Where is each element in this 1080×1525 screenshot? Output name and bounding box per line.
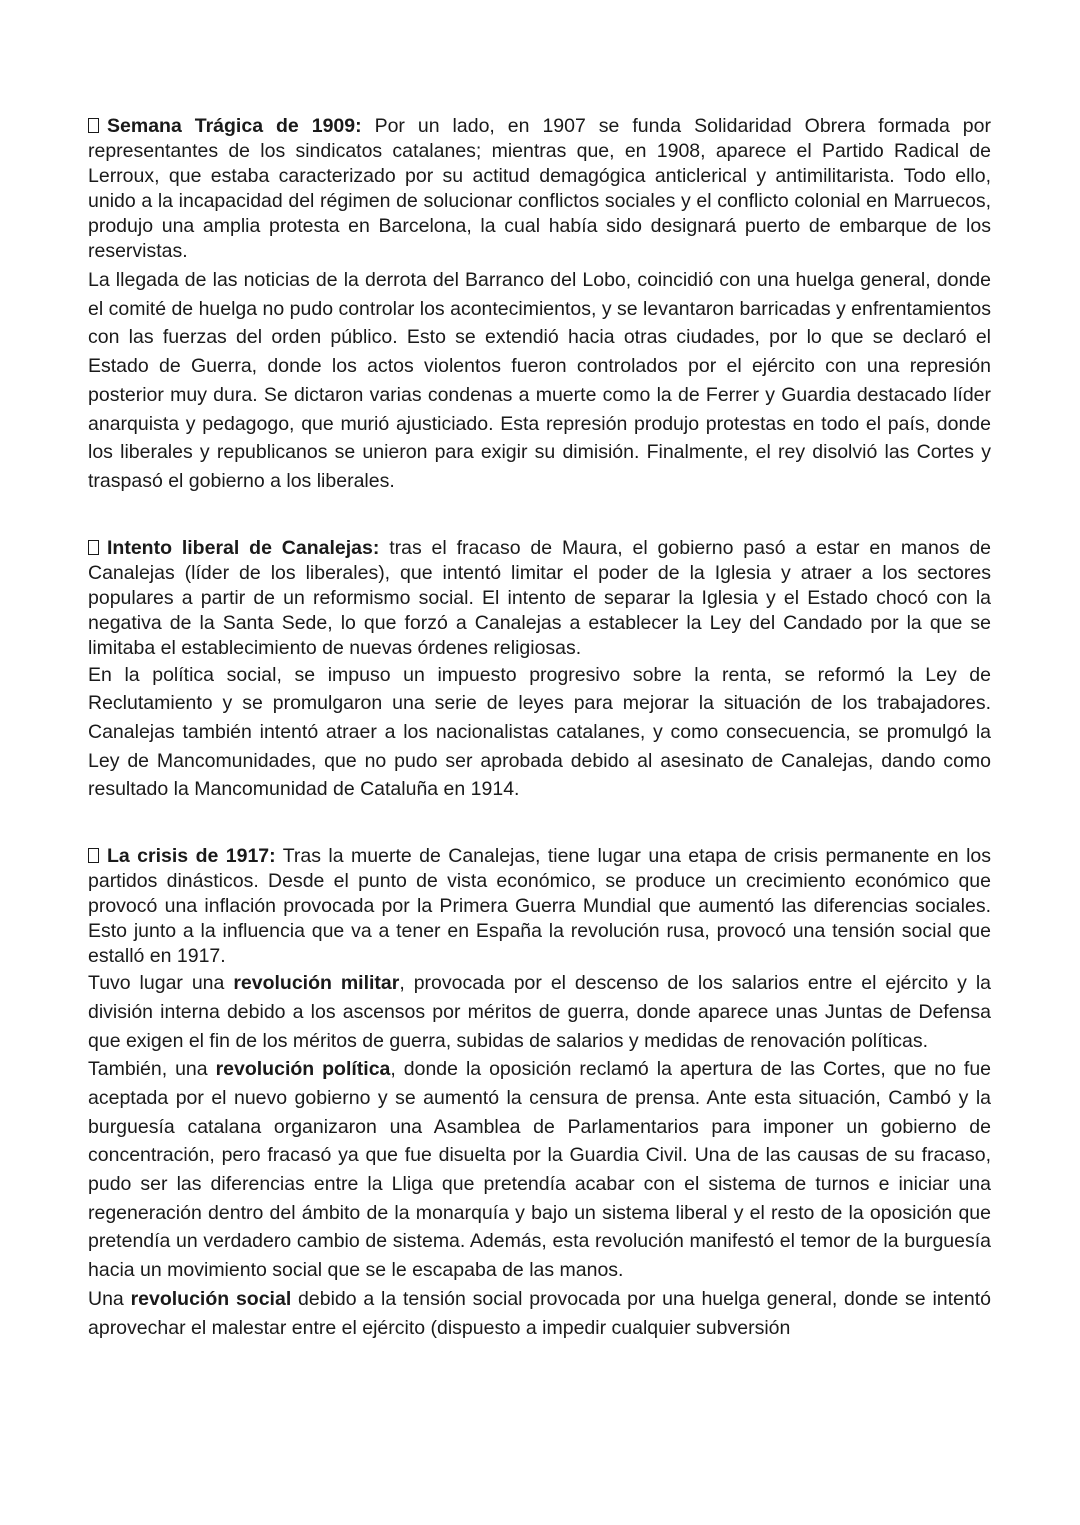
section-intro	[88, 844, 991, 969]
paragraph-social	[88, 1285, 991, 1342]
text: Tuvo lugar una	[88, 972, 234, 995]
section-heading: Intento liberal de Canalejas:	[107, 536, 380, 559]
section-intro-text: tras el fracaso de Maura, el gobierno pasó a estar en manos de Canalejas (líder de los liberales), que intentó limitar el poder de la Iglesia y atraer a los sectores populares a partir de un reformismo social. El intento de separar la Iglesia y el Estado chocó con la negativa de la Santa Sede, lo que forzó a Canalejas a establecer la Ley del Candado por la que se limitaba el establecimiento de nuevas órdenes religiosas.	[88, 536, 992, 659]
bold-term: revolución militar	[233, 972, 400, 995]
paragraph-military	[88, 969, 991, 1055]
section-body: En la política social, se impuso un impuesto progresivo sobre la renta, se reformó la Ley de Reclutamiento y se promulgaron una serie de leyes para mejorar la situación de los trabajadores. Canalejas también intentó atraer a los nacionalistas catalanes, y como consecuencia, se promulgó la Ley de Mancomunidades, que no pudo ser aprobada debido al asesinato de Canalejas, dando como resultado la Mancomunidad de Cataluña en 1914.	[88, 663, 991, 801]
text: Una	[88, 1287, 131, 1310]
section-intro-text: Por un lado, en 1907 se funda Solidaridad Obrera formada por representantes de los sindicatos catalanes; mientras que, en 1908, aparece el Partido Radical de Lerroux, que estaba caracterizado por su actitud demagógica anticlerical y antimilitarista. Todo ello, unido a la incapacidad del régimen de solucionar conflictos sociales y el conflicto colonial en Marruecos, produjo una amplia protesta en Barcelona, la cual había sido designará puerto de embarque de los reservistas.	[88, 115, 991, 262]
section-heading: Semana Trágica de 1909:	[107, 115, 362, 137]
section-intro-text: Tras la muerte de Canalejas, tiene lugar una etapa de crisis permanente en los partidos dinásticos. Desde el punto de vista económico, se produce un crecimiento económico que provocó una inflación provocada por la Primera Guerra Mundial que aumentó las diferencias sociales. Esto junto a la influencia que va a tener en España la revolución rusa, provocó una tensión social que estalló en 1917.	[88, 845, 992, 968]
text: También, una	[88, 1058, 216, 1081]
bullet-icon	[88, 540, 99, 555]
section-intro	[88, 536, 991, 661]
bullet-icon	[88, 118, 99, 133]
text: , provocada por el descenso de los salarios entre el ejército y la división interna debido a los ascensos por méritos de guerra, donde aparece unas Juntas de Defensa que exigen el fin de los méritos de guerra, subidas de salarios y medidas de renovación políticas.	[88, 972, 992, 1052]
section-intro	[88, 114, 991, 264]
paragraph-political	[88, 1055, 991, 1285]
bold-term: revolución política	[215, 1058, 391, 1081]
bold-term: revolución social	[130, 1287, 292, 1310]
text: , donde la oposición reclamó la apertura de las Cortes, que no fue aceptada por el nuevo gobierno y se aumentó la censura de prensa. Ante esta situación, Cambó y la burguesía catalana organizaron una Asamblea de Parlamentarios para imponer un gobierno de concentración, pero fracasó ya que fue disuelta por la Guardia Civil. Una de las causas de su fracaso, pudo ser las diferencias entre la Lliga que pretendía acabar con el sistema de turnos e iniciar una regeneración dentro del ámbito de la monarquía y bajo un sistema liberal y el resto de la oposición que pretendía un verdadero cambio de sistema. Además, esta revolución manifestó el temor de la burguesía hacia un movimiento social que se le escapaba de las manos.	[88, 1058, 992, 1282]
bullet-icon	[88, 848, 99, 863]
section-crisis-1917	[88, 844, 991, 1342]
section-semana-tragica	[88, 114, 991, 496]
section-body: La llegada de las noticias de la derrota del Barranco del Lobo, coincidió con una huelga general, donde el comité de huelga no pudo controlar los acontecimientos, y se levantaron barricadas y enfrentamientos con las fuerzas del orden público. Esto se extendió hacia otras ciudades, por lo que se declaró el Estado de Guerra, donde los actos violentos fueron controlados por el ejército con una represión posterior muy dura. Se dictaron varias condenas a muerte como la de Ferrer y Guardia destacado líder anarquista y pedagogo, que murió ajusticiado. Esta represión produjo protestas en todo el país, donde los liberales y republicanos se unieron para exigir su dimisión. Finalmente, el rey disolvió las Cortes y traspasó el gobierno a los liberales.	[88, 269, 991, 492]
section-canalejas	[88, 536, 991, 805]
section-heading: La crisis de 1917:	[107, 845, 276, 868]
document-page	[88, 114, 991, 1342]
text: debido a la tensión social provocada por una huelga general, donde se intentó aprovechar el malestar entre el ejército (dispuesto a impedir cualquier subversión	[88, 1287, 991, 1339]
